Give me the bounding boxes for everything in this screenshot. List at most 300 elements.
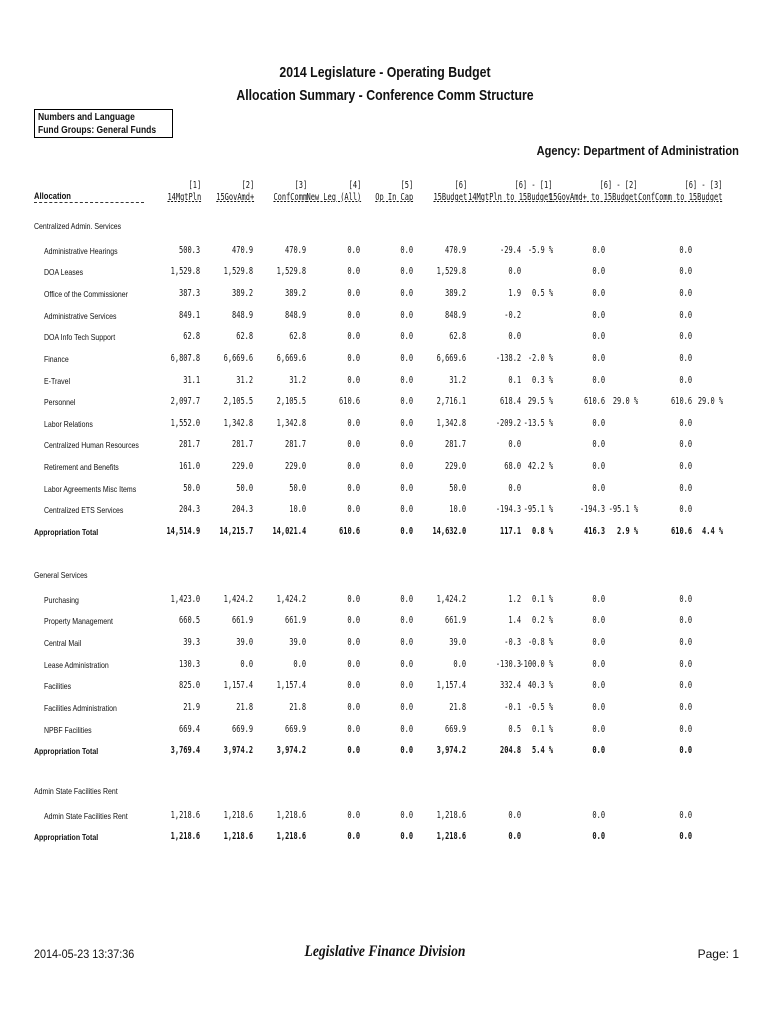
cell-value bbox=[602, 396, 638, 408]
cell-text: 470.9 bbox=[444, 245, 466, 256]
cell-value bbox=[395, 266, 413, 278]
cell-value bbox=[176, 375, 200, 387]
section-header: General Services bbox=[34, 570, 88, 580]
cell-value bbox=[693, 526, 723, 538]
cell-text: 848.9 bbox=[444, 310, 466, 321]
cell-value bbox=[587, 831, 605, 843]
cell-value bbox=[211, 810, 253, 822]
row-label: Property Management bbox=[44, 616, 113, 626]
cell-text: 0.5 % bbox=[531, 288, 553, 299]
row-label: NPBF Facilities bbox=[44, 725, 92, 735]
cell-text: 0.0 bbox=[592, 418, 605, 429]
cell-text: 39.0 bbox=[449, 637, 466, 648]
cell-text: 470.9 bbox=[284, 245, 306, 256]
cell-value bbox=[674, 594, 692, 606]
cell-text: 204.3 bbox=[231, 504, 253, 515]
cell-text: 281.7 bbox=[231, 439, 253, 450]
cell-value bbox=[587, 702, 605, 714]
cell-value bbox=[330, 396, 360, 408]
cell-value bbox=[223, 504, 253, 516]
table-row bbox=[0, 418, 770, 432]
cell-text: 0.0 bbox=[592, 810, 605, 821]
cell-value bbox=[176, 483, 200, 495]
cell-value bbox=[517, 637, 553, 649]
cell-text: -100.0 % bbox=[519, 659, 553, 670]
cell-text: 21.8 bbox=[449, 702, 466, 713]
cell-text: 0.0 bbox=[592, 461, 605, 472]
cell-value bbox=[170, 504, 200, 516]
cell-value bbox=[503, 483, 521, 495]
column-header-name: ConfComm to 15Budget bbox=[637, 192, 722, 203]
cell-value bbox=[523, 594, 553, 606]
cell-text: 1,342.8 bbox=[223, 418, 253, 429]
cell-text: 1.4 bbox=[508, 615, 521, 626]
cell-text: 416.3 bbox=[583, 526, 605, 537]
cell-value bbox=[491, 745, 521, 757]
cell-value bbox=[342, 483, 360, 495]
row-label: DOA Info Tech Support bbox=[44, 332, 116, 342]
cell-text: 1,529.8 bbox=[436, 266, 466, 277]
cell-text: 31.2 bbox=[236, 375, 253, 386]
cell-value bbox=[587, 680, 605, 692]
cell-value bbox=[395, 396, 413, 408]
cell-value bbox=[330, 526, 360, 538]
cell-value bbox=[258, 526, 306, 538]
cell-value bbox=[674, 831, 692, 843]
cell-text: 0.0 bbox=[679, 310, 692, 321]
cell-text: 0.0 bbox=[679, 245, 692, 256]
cell-value bbox=[424, 745, 466, 757]
row-label: Office of the Commissioner bbox=[44, 289, 128, 299]
column-header-name: 14MgtPln bbox=[167, 192, 201, 203]
cell-text: 0.0 bbox=[679, 331, 692, 342]
cell-text: 1,157.4 bbox=[436, 680, 466, 691]
cell-value bbox=[342, 831, 360, 843]
cell-value bbox=[211, 396, 253, 408]
cell-value bbox=[674, 439, 692, 451]
cell-text: 0.0 bbox=[508, 331, 521, 342]
cell-value bbox=[211, 680, 253, 692]
cell-text: 1,424.2 bbox=[436, 594, 466, 605]
cell-text: 0.0 bbox=[400, 396, 413, 407]
table-row bbox=[0, 396, 770, 410]
column-header-name: ConfComm bbox=[273, 192, 307, 203]
cell-value bbox=[342, 659, 360, 671]
cell-text: 229.0 bbox=[444, 461, 466, 472]
cell-value bbox=[395, 680, 413, 692]
cell-value bbox=[442, 702, 466, 714]
cell-text: 117.1 bbox=[499, 526, 521, 537]
cell-value bbox=[442, 504, 466, 516]
cell-value bbox=[276, 439, 306, 451]
cell-text: 1,529.8 bbox=[276, 266, 306, 277]
cell-value bbox=[424, 396, 466, 408]
cell-value bbox=[674, 724, 692, 736]
cell-value bbox=[223, 439, 253, 451]
cell-text: 0.0 bbox=[592, 702, 605, 713]
cell-text: 1,218.6 bbox=[170, 810, 200, 821]
column-header-name: 15GovAmd+ bbox=[216, 192, 254, 203]
cell-text: 0.0 bbox=[592, 594, 605, 605]
cell-value bbox=[170, 680, 200, 692]
cell-value bbox=[282, 702, 306, 714]
cell-value bbox=[674, 680, 692, 692]
cell-value bbox=[170, 615, 200, 627]
cell-text: 0.0 bbox=[679, 461, 692, 472]
column-header-4 bbox=[283, 180, 361, 204]
cell-text: 0.0 bbox=[400, 594, 413, 605]
cell-value bbox=[395, 288, 413, 300]
table-row bbox=[0, 702, 770, 716]
cell-value bbox=[424, 831, 466, 843]
cell-value bbox=[424, 418, 466, 430]
cell-text: -130.3 bbox=[495, 659, 521, 670]
cell-value bbox=[587, 745, 605, 757]
cell-text: 661.9 bbox=[444, 615, 466, 626]
cell-text: 0.0 bbox=[679, 594, 692, 605]
cell-value bbox=[587, 331, 605, 343]
cell-value bbox=[223, 724, 253, 736]
cell-text: 229.0 bbox=[284, 461, 306, 472]
cell-text: 0.0 bbox=[679, 724, 692, 735]
cell-value bbox=[176, 702, 200, 714]
cell-value bbox=[442, 483, 466, 495]
cell-value bbox=[436, 245, 466, 257]
cell-value bbox=[511, 418, 553, 430]
cell-value bbox=[587, 310, 605, 322]
cell-value bbox=[395, 526, 413, 538]
cell-text: 21.8 bbox=[289, 702, 306, 713]
row-label: Labor Relations bbox=[44, 419, 93, 429]
cell-text: 0.0 bbox=[347, 245, 360, 256]
column-header-number: [6] - [3] bbox=[684, 180, 722, 191]
cell-text: 610.6 bbox=[670, 396, 692, 407]
cell-text: 1,424.2 bbox=[276, 594, 306, 605]
column-header-number: [4] bbox=[348, 180, 361, 191]
cell-value bbox=[395, 310, 413, 322]
cell-text: 0.0 bbox=[347, 724, 360, 735]
cell-text: 0.0 bbox=[347, 659, 360, 670]
cell-text: 669.9 bbox=[231, 724, 253, 735]
footer-timestamp: 2014-05-23 13:37:36 bbox=[34, 947, 135, 961]
cell-text: 0.0 bbox=[508, 439, 521, 450]
cell-text: 0.0 bbox=[679, 483, 692, 494]
cell-text: -0.8 % bbox=[527, 637, 553, 648]
cell-value bbox=[674, 659, 692, 671]
cell-text: 50.0 bbox=[236, 483, 253, 494]
cell-text: 14,514.9 bbox=[166, 526, 200, 537]
cell-value bbox=[674, 245, 692, 257]
table-row bbox=[0, 375, 770, 389]
cell-text: -29.4 bbox=[499, 245, 521, 256]
cell-value bbox=[503, 375, 521, 387]
cell-value bbox=[442, 331, 466, 343]
cell-value bbox=[152, 526, 200, 538]
cell-value bbox=[264, 680, 306, 692]
table-row bbox=[0, 439, 770, 453]
cell-value bbox=[395, 375, 413, 387]
cell-text: 39.0 bbox=[236, 637, 253, 648]
cell-value bbox=[158, 594, 200, 606]
cell-text: 10.0 bbox=[289, 504, 306, 515]
cell-text: 21.8 bbox=[236, 702, 253, 713]
row-label: Facilities bbox=[44, 681, 72, 691]
report-title: 2014 Legislature - Operating Budget bbox=[279, 64, 491, 81]
cell-value bbox=[424, 266, 466, 278]
cell-value bbox=[505, 659, 553, 671]
column-header-9 bbox=[602, 180, 722, 204]
cell-value bbox=[395, 504, 413, 516]
cell-text: 387.3 bbox=[178, 288, 200, 299]
row-label: Appropriation Total bbox=[34, 527, 99, 537]
cell-value bbox=[223, 615, 253, 627]
cell-value bbox=[587, 418, 605, 430]
cell-value bbox=[176, 331, 200, 343]
cell-value bbox=[223, 288, 253, 300]
cell-text: 62.8 bbox=[449, 331, 466, 342]
cell-text: 0.0 bbox=[400, 353, 413, 364]
cell-value bbox=[342, 331, 360, 343]
cell-value bbox=[517, 245, 553, 257]
footer-division: Legislative Finance Division bbox=[304, 943, 466, 960]
cell-value bbox=[503, 724, 521, 736]
cell-text: 610.6 bbox=[670, 526, 692, 537]
cell-value bbox=[342, 810, 360, 822]
cell-value bbox=[424, 353, 466, 365]
cell-value bbox=[342, 461, 360, 473]
cell-text: 31.2 bbox=[289, 375, 306, 386]
cell-text: 0.0 bbox=[592, 331, 605, 342]
cell-text: 610.6 bbox=[338, 526, 360, 537]
table-row bbox=[0, 724, 770, 738]
column-header-1 bbox=[153, 180, 201, 204]
cell-value bbox=[264, 396, 306, 408]
cell-value bbox=[342, 266, 360, 278]
cell-text: 0.0 bbox=[592, 439, 605, 450]
cell-text: 3,974.2 bbox=[223, 745, 253, 756]
cell-value bbox=[282, 331, 306, 343]
cell-text: 0.0 bbox=[508, 831, 521, 842]
cell-text: 14,021.4 bbox=[272, 526, 306, 537]
cell-text: 0.0 bbox=[400, 504, 413, 515]
cell-value bbox=[395, 483, 413, 495]
cell-value bbox=[395, 245, 413, 257]
cell-text: 1,529.8 bbox=[223, 266, 253, 277]
cell-text: 0.0 bbox=[347, 504, 360, 515]
cell-text: 0.0 bbox=[679, 504, 692, 515]
cell-value bbox=[587, 375, 605, 387]
cell-value bbox=[587, 353, 605, 365]
cell-text: 0.0 bbox=[400, 288, 413, 299]
section-header: Centralized Admin. Services bbox=[34, 221, 122, 231]
cell-value bbox=[395, 702, 413, 714]
cell-text: 0.0 bbox=[679, 353, 692, 364]
cell-text: 610.6 bbox=[338, 396, 360, 407]
cell-text: 610.6 bbox=[583, 396, 605, 407]
cell-value bbox=[342, 724, 360, 736]
cell-value bbox=[517, 680, 553, 692]
cell-value bbox=[276, 310, 306, 322]
cell-text: 0.0 bbox=[400, 483, 413, 494]
cell-value bbox=[223, 310, 253, 322]
cell-value bbox=[674, 745, 692, 757]
cell-text: 0.0 bbox=[508, 483, 521, 494]
cell-text: 50.0 bbox=[449, 483, 466, 494]
cell-text: -0.3 bbox=[504, 637, 521, 648]
row-label: DOA Leases bbox=[44, 267, 84, 277]
cell-text: 0.0 bbox=[347, 745, 360, 756]
cell-text: 10.0 bbox=[449, 504, 466, 515]
cell-value bbox=[687, 396, 723, 408]
cell-value bbox=[229, 483, 253, 495]
cell-text: 618.4 bbox=[499, 396, 521, 407]
cell-text: 0.0 bbox=[679, 680, 692, 691]
cell-text: 42.2 % bbox=[527, 461, 553, 472]
row-label: Admin State Facilities Rent bbox=[44, 811, 128, 821]
cell-value bbox=[342, 702, 360, 714]
cell-text: 0.0 bbox=[592, 831, 605, 842]
cell-text: 0.0 bbox=[679, 439, 692, 450]
cell-value bbox=[587, 266, 605, 278]
cell-text: 204.8 bbox=[499, 745, 521, 756]
cell-text: 0.5 bbox=[508, 724, 521, 735]
column-header-number: [6] - [1] bbox=[514, 180, 552, 191]
cell-value bbox=[395, 353, 413, 365]
column-header-name: 15Budget bbox=[433, 192, 467, 203]
cell-value bbox=[503, 439, 521, 451]
cell-value bbox=[517, 353, 553, 365]
cell-value bbox=[170, 310, 200, 322]
row-label: Purchasing bbox=[44, 595, 79, 605]
cell-value bbox=[523, 526, 553, 538]
cell-text: 3,769.4 bbox=[170, 745, 200, 756]
cell-text: 1,218.6 bbox=[223, 810, 253, 821]
table-row bbox=[0, 288, 770, 302]
cell-text: 68.0 bbox=[504, 461, 521, 472]
cell-value bbox=[491, 526, 521, 538]
cell-value bbox=[575, 526, 605, 538]
cell-text: 281.7 bbox=[284, 439, 306, 450]
cell-text: 0.2 % bbox=[531, 615, 553, 626]
cell-text: 0.0 bbox=[592, 375, 605, 386]
cell-value bbox=[436, 461, 466, 473]
cell-value bbox=[158, 831, 200, 843]
cell-value bbox=[229, 331, 253, 343]
cell-value bbox=[170, 245, 200, 257]
cell-value bbox=[442, 375, 466, 387]
cell-value bbox=[158, 745, 200, 757]
cell-text: 661.9 bbox=[231, 615, 253, 626]
row-label: Appropriation Total bbox=[34, 746, 99, 756]
column-header-number: [5] bbox=[400, 180, 413, 191]
column-header-2 bbox=[200, 180, 254, 204]
cell-text: 0.0 bbox=[400, 418, 413, 429]
cell-text: 2,105.5 bbox=[276, 396, 306, 407]
cell-text: 0.0 bbox=[592, 245, 605, 256]
column-header-number: [6] - [2] bbox=[599, 180, 637, 191]
table-row bbox=[0, 680, 770, 694]
cell-text: 849.1 bbox=[178, 310, 200, 321]
cell-value bbox=[264, 418, 306, 430]
cell-value bbox=[235, 659, 253, 671]
cell-value bbox=[436, 310, 466, 322]
cell-value bbox=[517, 702, 553, 714]
cell-text: 1.2 bbox=[508, 594, 521, 605]
cell-text: 669.9 bbox=[284, 724, 306, 735]
cell-value bbox=[342, 439, 360, 451]
footer-page-number: Page: 1 bbox=[697, 947, 739, 961]
column-header-5 bbox=[359, 180, 413, 204]
cell-value bbox=[674, 266, 692, 278]
cell-text: 500.3 bbox=[178, 245, 200, 256]
table-row bbox=[0, 810, 770, 824]
cell-text: 0.0 bbox=[293, 659, 306, 670]
cell-value bbox=[587, 637, 605, 649]
cell-value bbox=[442, 637, 466, 649]
cell-value bbox=[276, 724, 306, 736]
cell-text: 0.0 bbox=[592, 266, 605, 277]
cell-text: 0.0 bbox=[400, 461, 413, 472]
cell-value bbox=[674, 810, 692, 822]
cell-text: 0.0 bbox=[347, 483, 360, 494]
numbers-language-label: Numbers and Language bbox=[38, 112, 135, 123]
cell-value bbox=[587, 439, 605, 451]
cell-text: 0.0 bbox=[592, 659, 605, 670]
cell-value bbox=[674, 702, 692, 714]
cell-text: 14,632.0 bbox=[432, 526, 466, 537]
cell-text: 389.2 bbox=[231, 288, 253, 299]
cell-text: 0.0 bbox=[592, 310, 605, 321]
column-header-number: [1] bbox=[188, 180, 201, 191]
cell-text: 825.0 bbox=[178, 680, 200, 691]
cell-text: 0.0 bbox=[347, 266, 360, 277]
cell-value bbox=[205, 526, 253, 538]
total-row bbox=[0, 526, 770, 540]
row-label: Lease Administration bbox=[44, 660, 109, 670]
cell-value bbox=[342, 745, 360, 757]
cell-value bbox=[342, 680, 360, 692]
cell-text: 0.0 bbox=[347, 375, 360, 386]
row-label: Personnel bbox=[44, 397, 76, 407]
cell-text: 31.2 bbox=[449, 375, 466, 386]
cell-text: -2.0 % bbox=[527, 353, 553, 364]
cell-text: 14,215.7 bbox=[219, 526, 253, 537]
cell-text: -138.2 bbox=[495, 353, 521, 364]
cell-value bbox=[674, 288, 692, 300]
cell-text: 848.9 bbox=[284, 310, 306, 321]
cell-text: 0.0 bbox=[347, 461, 360, 472]
agency-label: Agency: Department of Administration bbox=[536, 143, 739, 158]
cell-value bbox=[485, 353, 521, 365]
table-row bbox=[0, 483, 770, 497]
cell-text: 660.5 bbox=[178, 615, 200, 626]
cell-value bbox=[523, 615, 553, 627]
cell-value bbox=[497, 310, 521, 322]
cell-text: 0.8 % bbox=[531, 526, 553, 537]
cell-text: 4.4 % bbox=[701, 526, 723, 537]
cell-text: 1,342.8 bbox=[276, 418, 306, 429]
cell-value bbox=[211, 594, 253, 606]
cell-text: 1,218.6 bbox=[436, 831, 466, 842]
cell-value bbox=[288, 659, 306, 671]
cell-text: 62.8 bbox=[183, 331, 200, 342]
table-row bbox=[0, 353, 770, 367]
row-label: Appropriation Total bbox=[34, 832, 99, 842]
cell-text: 2.9 % bbox=[616, 526, 638, 537]
cell-value bbox=[342, 375, 360, 387]
cell-value bbox=[170, 724, 200, 736]
cell-text: 0.0 bbox=[347, 439, 360, 450]
